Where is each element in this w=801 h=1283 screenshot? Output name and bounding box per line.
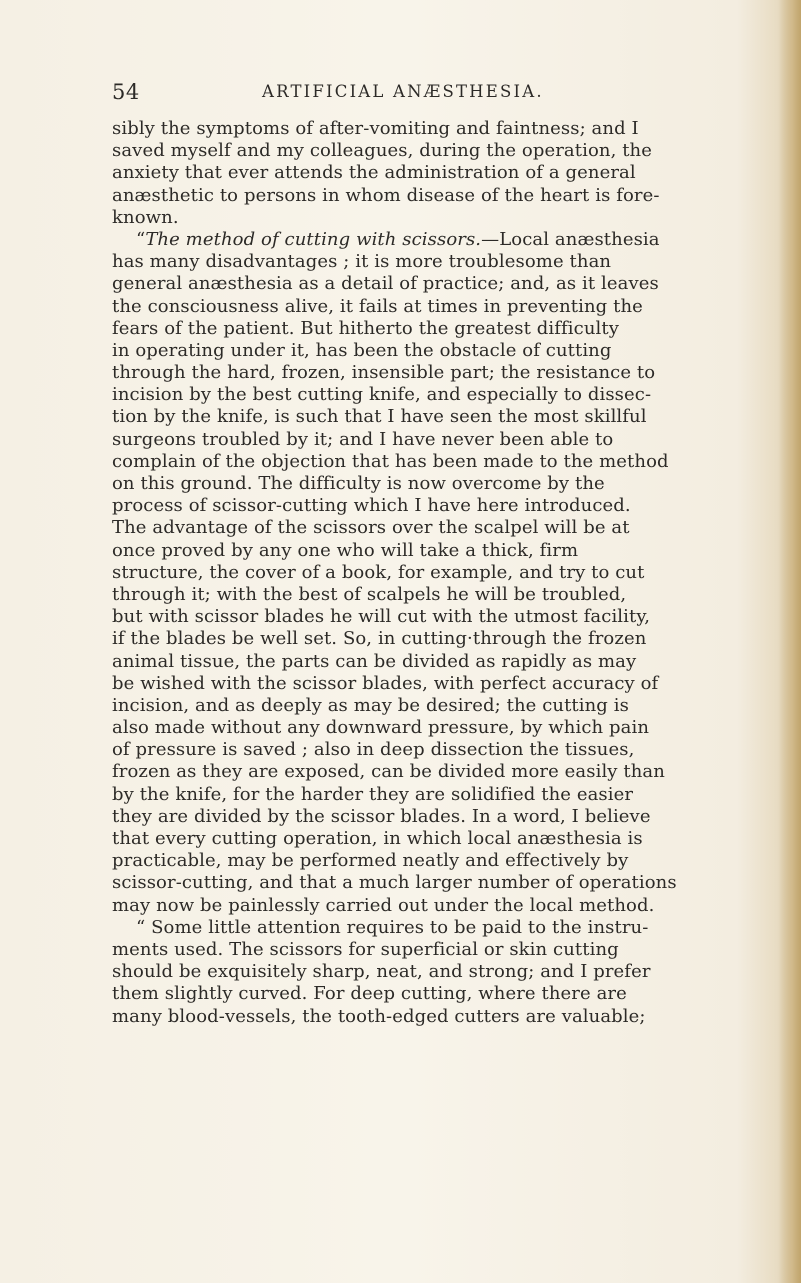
text-line: practicable, may be performed neatly and effectively by bbox=[112, 850, 629, 872]
text-line: structure, the cover of a book, for example, and try to cut bbox=[112, 561, 645, 583]
text-line: complain of the objection that has been made to the method bbox=[112, 450, 669, 472]
text-line: tion by the knife, is such that I have seen the most skillful bbox=[112, 406, 647, 428]
text-line: animal tissue, the parts can be divided as rapidly as may bbox=[112, 650, 637, 672]
text-line: surgeons troubled by it; and I have never been able to bbox=[112, 428, 614, 450]
text-line: The advantage of the scissors over the scalpel will be at bbox=[112, 517, 630, 539]
text-line: process of scissor-cutting which I have here introduced. bbox=[112, 495, 631, 517]
text-line: many blood-vessels, the tooth-edged cutters are valuable; bbox=[112, 1005, 646, 1027]
text-line: may now be painlessly carried out under the local method. bbox=[112, 894, 655, 916]
open-quote: “ bbox=[136, 228, 146, 250]
text-line: incision by the best cutting knife, and especially to dissec- bbox=[112, 384, 652, 406]
text-line: frozen as they are exposed, can be divided more easily than bbox=[112, 761, 665, 783]
text-line: sibly the symptoms of after-vomiting and faintness; and I bbox=[112, 118, 639, 139]
text-line: on this ground. The difficulty is now overcome by the bbox=[112, 473, 605, 494]
text-line: through it; with the best of scalpels he will be troubled, bbox=[112, 583, 627, 605]
text-line: they are divided by the scissor blades. In a word, I believe bbox=[112, 805, 651, 827]
text-line: but with scissor blades he will cut with the utmost facility, bbox=[112, 606, 651, 628]
text-line: them slightly curved. For deep cutting, where there are bbox=[112, 983, 627, 1005]
heading-continuation: —Local anæsthesia bbox=[481, 228, 660, 250]
text-line: saved myself and my colleagues, during the operation, the bbox=[112, 140, 652, 162]
text-line: anxiety that ever attends the administration of a general bbox=[112, 162, 636, 184]
section-heading-line bbox=[112, 229, 722, 251]
text-line: of pressure is saved ; also in deep dissection the tissues, bbox=[112, 739, 635, 761]
body-text bbox=[112, 118, 722, 1028]
text-line: ments used. The scissors for superficial or skin cutting bbox=[112, 938, 619, 960]
text-line: has many disadvantages ; it is more troublesome than bbox=[112, 251, 612, 273]
text-line: through the hard, frozen, insensible part; the resistance to bbox=[112, 362, 656, 384]
text-line: fears of the patient. But hitherto the greatest difficulty bbox=[112, 317, 619, 339]
text-line: incision, and as deeply as may be desired; the cutting is bbox=[112, 694, 629, 716]
text-line: if the blades be well set. So, in cutting·through the frozen bbox=[112, 628, 647, 650]
text-line: once proved by any one who will take a thick, firm bbox=[112, 539, 579, 561]
text-line: general anæsthesia as a detail of practice; and, as it leaves bbox=[112, 273, 659, 295]
text-line: the consciousness alive, it fails at times in preventing the bbox=[112, 295, 643, 317]
page-edge-stain bbox=[779, 0, 801, 1283]
text-line: by the knife, for the harder they are solidified the easier bbox=[112, 783, 634, 805]
text-line: scissor-cutting, and that a much larger number of operations bbox=[112, 872, 677, 894]
text-line: also made without any downward pressure, by which pain bbox=[112, 717, 650, 739]
text-line: that every cutting operation, in which local anæsthesia is bbox=[112, 828, 643, 849]
text-line: anæsthetic to persons in whom disease of the heart is fore- bbox=[112, 184, 660, 206]
text-line: be wished with the scissor blades, with perfect accuracy of bbox=[112, 672, 659, 694]
text-line: should be exquisitely sharp, neat, and strong; and I prefer bbox=[112, 961, 651, 983]
page-number: 54 bbox=[112, 80, 140, 104]
page-header bbox=[112, 80, 712, 106]
text-line: known. bbox=[112, 206, 179, 228]
running-title: ARTIFICIAL ANÆSTHESIA. bbox=[262, 82, 544, 101]
text-line: in operating under it, has been the obstacle of cutting bbox=[112, 339, 612, 361]
italic-heading: The method of cutting with scissors. bbox=[145, 228, 482, 250]
text-line: “ Some little attention requires to be paid to the instru- bbox=[136, 916, 649, 938]
